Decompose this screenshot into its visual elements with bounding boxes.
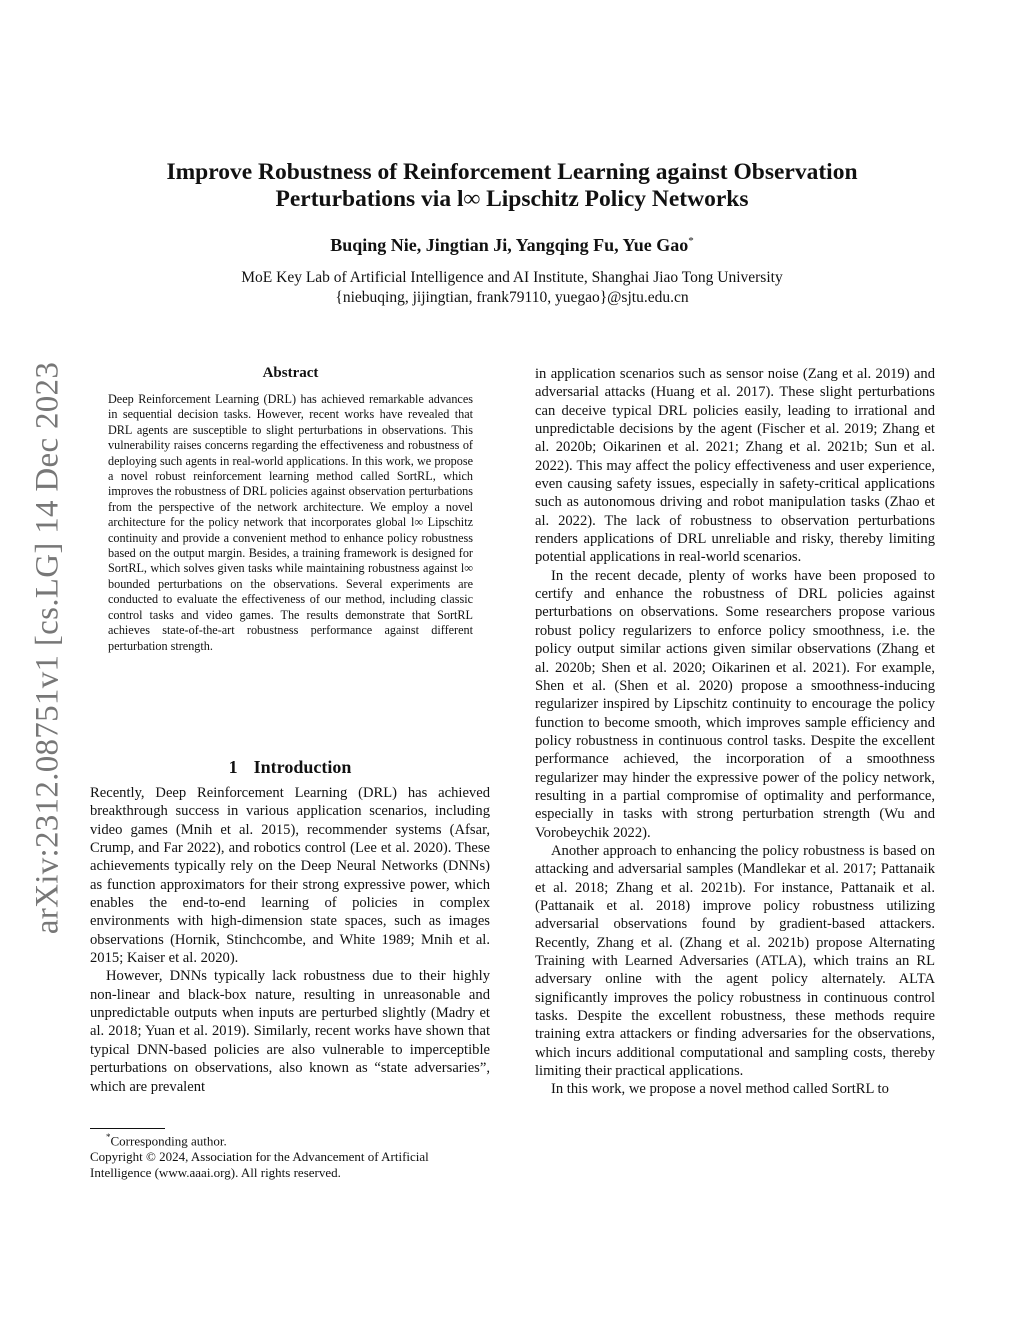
copyright-notice: Copyright © 2024, Association for the Advancement of Artificial Intelligence (www.aaai.org). All rights reserved. xyxy=(90,1148,429,1180)
abstract-section xyxy=(108,392,473,654)
paper-title xyxy=(120,159,904,213)
title-line-1: Improve Robustness of Reinforcement Learning against Observation xyxy=(166,159,858,185)
introduction-section xyxy=(90,784,490,1096)
arxiv-identifier-stamp xyxy=(8,345,88,950)
right-paragraph-3: Another approach to enhancing the policy robustness is based on attacking and adversarial samples (Mandlekar et al. 2017; Pattanaik et al. 2018; Zhang et al. 2021b). For instance, Pattanaik et al. (Pattanaik et al. 2018) improve policy robustness utilizing adversarial observations found by gradient-based attackers. Recently, Zhang et al. (Zhang et al. 2021b) propose Alternating Training with Learned Adversaries (ATLA), which trains an RL adversary online with the agent policy alternately. ALTA significantly improves the policy robustness in continuous control tasks. Despite the excellent robustness, these methods require training extra attackers or finding adversaries for the observations, which incurs additional computational and sampling costs, thereby limiting their practical applications. xyxy=(535,842,935,1080)
right-paragraph-4: In this work, we propose a novel method called SortRL to xyxy=(551,1081,889,1098)
affiliation-block xyxy=(120,268,904,308)
right-paragraph-2: In the recent decade, plenty of works have been proposed to certify and enhance the robustness of DRL policies against perturbations on observations. Some researchers propose various robust policy regularizers to enforce policy smoothness, i.e. the policy output similar actions given similar observations (Zhang et al. 2020b; Shen et al. 2020; Oikarinen et al. 2021). For example, Shen et al. (Shen et al. 2020) propose a smoothness-inducing regularizer inspired by Lipschitz continuity to encourage the policy function to become smooth, which improves sample efficiency and policy robustness in continuous control tasks. Despite the excellent performance achieved, the incorporation of a smoothness regularizer may hinder the expressive power of the policy network, resulting in a partial compromise of optimality and performance, especially in tasks with strong perturbation strength (Wu and Vorobeychik 2022). xyxy=(535,567,935,841)
abstract-text: Deep Reinforcement Learning (DRL) has achieved remarkable advances in sequential decision tasks. However, recent works have revealed that DRL agents are susceptible to slight perturbations in observations. This vulnerability raises concerns regarding the effectiveness and robustness of deploying such agents in real-world applications. In this work, we propose a novel robust reinforcement learning method called SortRL, which improves the robustness of DRL policies against observation perturbations from the perspective of the network architecture. We employ a novel architecture for the policy network that incorporates global l∞ Lipschitz continuity and provide a convenient method to enhance policy robustness based on the output margin. Besides, a training framework is designed for SortRL, which solves given tasks while maintaining robustness against l∞ bounded perturbations on the observations. Several experiments are conducted to evaluate the effectiveness of our method, including classic control tasks and video games. The results demonstrate that SortRL achieves state-of-the-art robustness performance against different perturbation strength. xyxy=(108,392,473,653)
footnote-block xyxy=(90,1130,490,1180)
title-line-2: Perturbations via l∞ Lipschitz Policy Networks xyxy=(275,186,749,212)
affiliation-line: MoE Key Lab of Artificial Intelligence and AI Institute, Shanghai Jiao Tong University xyxy=(241,269,783,286)
author-list xyxy=(120,235,904,256)
right-paragraph-1: in application scenarios such as sensor noise (Zang et al. 2019) and adversarial attacks (Huang et al. 2017). These slight perturbations can deceive typical DRL policies easily, leading to irrational and unpredictable decisions by the agent (Fischer et al. 2019; Zhang et al. 2020b; Oikarinen et al. 2021; Zhang et al. 2021b; Sun et al. 2022). This may affect the policy effectiveness and user experience, even causing safety issues, especially in safety-critical applications such as autonomous driving and robot manipulation tasks (Zhao et al. 2022). The lack of robustness to observation perturbations renders applications of DRL unreliable and risky, thereby limiting potential applications in real-world scenarios. xyxy=(535,366,935,566)
abstract-heading: Abstract xyxy=(262,365,319,381)
arxiv-id: arXiv:2312.08751v1 [cs.LG] 14 Dec 2023 xyxy=(29,361,66,934)
author-emails: {niebuqing, jijingtian, frank79110, yuegao}@sjtu.edu.cn xyxy=(335,289,689,306)
intro-paragraph-1: Recently, Deep Reinforcement Learning (DRL) has achieved breakthrough success in various application scenarios, including video games (Mnih et al. 2015), recommender systems (Afsar, Crump, and Far 2022), and robotics control (Lee et al. 2020). These achievements typically rely on the Deep Neural Networks (DNNs) as function approximators for their strong expressive power, which enables the end-to-end learning of policies in complex environments with high-dimension state spaces, such as images observations (Hornik, Stinchcombe, and White 1989; Mnih et al. 2015; Kaiser et al. 2020). xyxy=(90,785,490,967)
introduction-heading xyxy=(90,757,490,778)
section-number: 1 xyxy=(228,757,238,777)
corresponding-mark: * xyxy=(688,235,694,247)
author-names: Buqing Nie, Jingtian Ji, Yangqing Fu, Yue Gao xyxy=(330,235,689,255)
footnote-rule xyxy=(90,1128,165,1129)
right-column xyxy=(535,365,935,1099)
footnote-corresponding xyxy=(90,1130,490,1149)
footnote-text: Corresponding author. xyxy=(110,1133,227,1149)
intro-paragraph-2: However, DNNs typically lack robustness due to their highly non-linear and black-box nature, resulting in unreasonable and unpredictable outputs when inputs are perturbed slightly (Madry et al. 2018; Yuan et al. 2019). Similarly, recent works have shown that typical DNN-based policies are also vulnerable to imperceptible perturbations on observations, also known as “state adversaries”, which are prevalent xyxy=(90,968,490,1095)
section-title: Introduction xyxy=(253,757,352,777)
footnote-mark: * xyxy=(106,1132,111,1142)
